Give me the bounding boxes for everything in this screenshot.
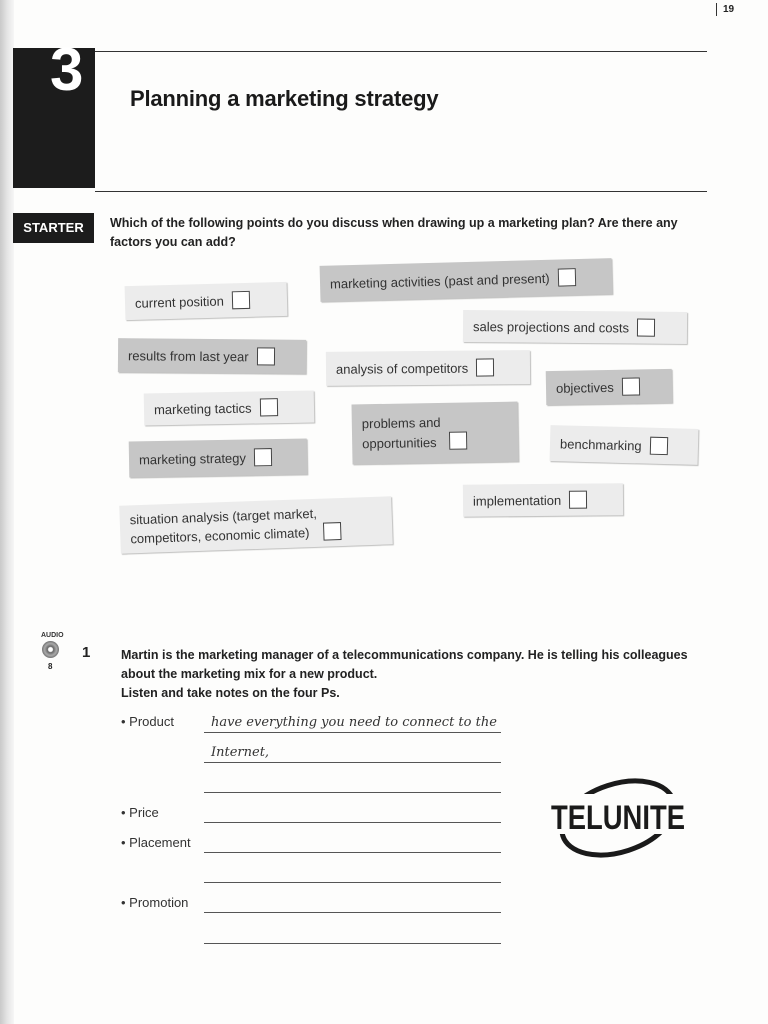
card-results-last-year (118, 338, 306, 374)
card-label: marketing tactics (153, 400, 252, 417)
checkbox[interactable] (449, 431, 467, 449)
card-marketing-strategy (129, 438, 308, 477)
checkbox[interactable] (622, 377, 640, 395)
card-sales-projections (463, 310, 687, 344)
checkbox[interactable] (649, 437, 667, 455)
answer-line[interactable] (204, 943, 501, 944)
book-spine-shadow (0, 0, 14, 1024)
handwritten-note-line2: Internet, (211, 745, 270, 760)
card-marketing-tactics (144, 391, 315, 426)
audio-label: AUDIO (41, 632, 64, 639)
card-label (129, 504, 317, 549)
answer-line[interactable] (204, 912, 501, 913)
card-problems-opportunities (351, 402, 518, 465)
card-label: benchmarking (559, 435, 642, 453)
card-marketing-activities (320, 258, 613, 302)
card-label-line1: situation analysis (target market, (129, 505, 318, 528)
handwritten-note-line1: have everything you need to connect to the (211, 715, 497, 730)
card-current-position (125, 282, 288, 320)
checkbox[interactable] (637, 319, 655, 337)
card-label: marketing strategy (138, 450, 247, 467)
card-label: results from last year (127, 347, 249, 364)
card-label: analysis of competitors (335, 360, 469, 377)
chapter-number: 3 (50, 36, 84, 103)
checkbox[interactable] (557, 268, 575, 286)
cd-icon (42, 641, 59, 658)
card-situation-analysis (119, 496, 393, 553)
bullet-placement: • Placement (121, 835, 191, 850)
exercise-number: 1 (82, 644, 91, 661)
header-rule-bottom (95, 191, 707, 192)
checkbox[interactable] (569, 491, 587, 509)
page-number: 19 (716, 3, 734, 16)
card-label: current position (134, 293, 225, 311)
bullet-price: • Price (121, 805, 159, 820)
checkbox[interactable] (259, 398, 277, 416)
checkbox[interactable] (254, 448, 272, 466)
card-label: implementation (472, 492, 562, 509)
checkbox[interactable] (323, 522, 342, 541)
answer-line[interactable] (204, 852, 501, 853)
card-label-line2: opportunities (362, 434, 437, 452)
card-objectives (546, 369, 673, 405)
card-label: sales projections and costs (472, 318, 630, 335)
checkbox[interactable] (232, 291, 250, 309)
card-benchmarking (550, 425, 699, 465)
instruction-line3: Listen and take notes on the four Ps. (121, 686, 340, 700)
card-implementation (463, 483, 623, 516)
answer-line[interactable] (204, 822, 501, 823)
card-label: objectives (555, 379, 614, 396)
starter-question-line2: factors you can add? (110, 235, 236, 249)
card-label: marketing activities (past and present) (329, 270, 550, 292)
starter-label: STARTER (13, 213, 94, 243)
checkbox[interactable] (257, 347, 275, 365)
instruction-line2: about the marketing mix for a new product. (121, 667, 378, 681)
card-analysis-competitors (326, 350, 530, 386)
exercise-instructions (121, 646, 721, 703)
card-label (362, 413, 441, 454)
logo-text: TELUNITE (551, 799, 685, 837)
telunite-logo (548, 772, 688, 860)
instruction-line1: Martin is the marketing manager of a telecommunications company. He is telling his colleagues (121, 648, 688, 662)
checkbox[interactable] (476, 358, 494, 376)
page-title: Planning a marketing strategy (130, 86, 439, 111)
starter-question-line1: Which of the following points do you discuss when drawing up a marketing plan? Are there any (110, 216, 678, 230)
track-number: 8 (48, 662, 53, 671)
card-label-line2: competitors, economic climate) (130, 525, 310, 547)
answer-line[interactable] (204, 762, 501, 763)
card-label-line1: problems and (361, 414, 441, 432)
header-rule-top (95, 51, 707, 52)
answer-line[interactable] (204, 792, 501, 793)
answer-line[interactable] (204, 882, 501, 883)
bullet-product: • Product (121, 714, 174, 729)
answer-line[interactable] (204, 732, 501, 733)
bullet-promotion: • Promotion (121, 895, 189, 910)
